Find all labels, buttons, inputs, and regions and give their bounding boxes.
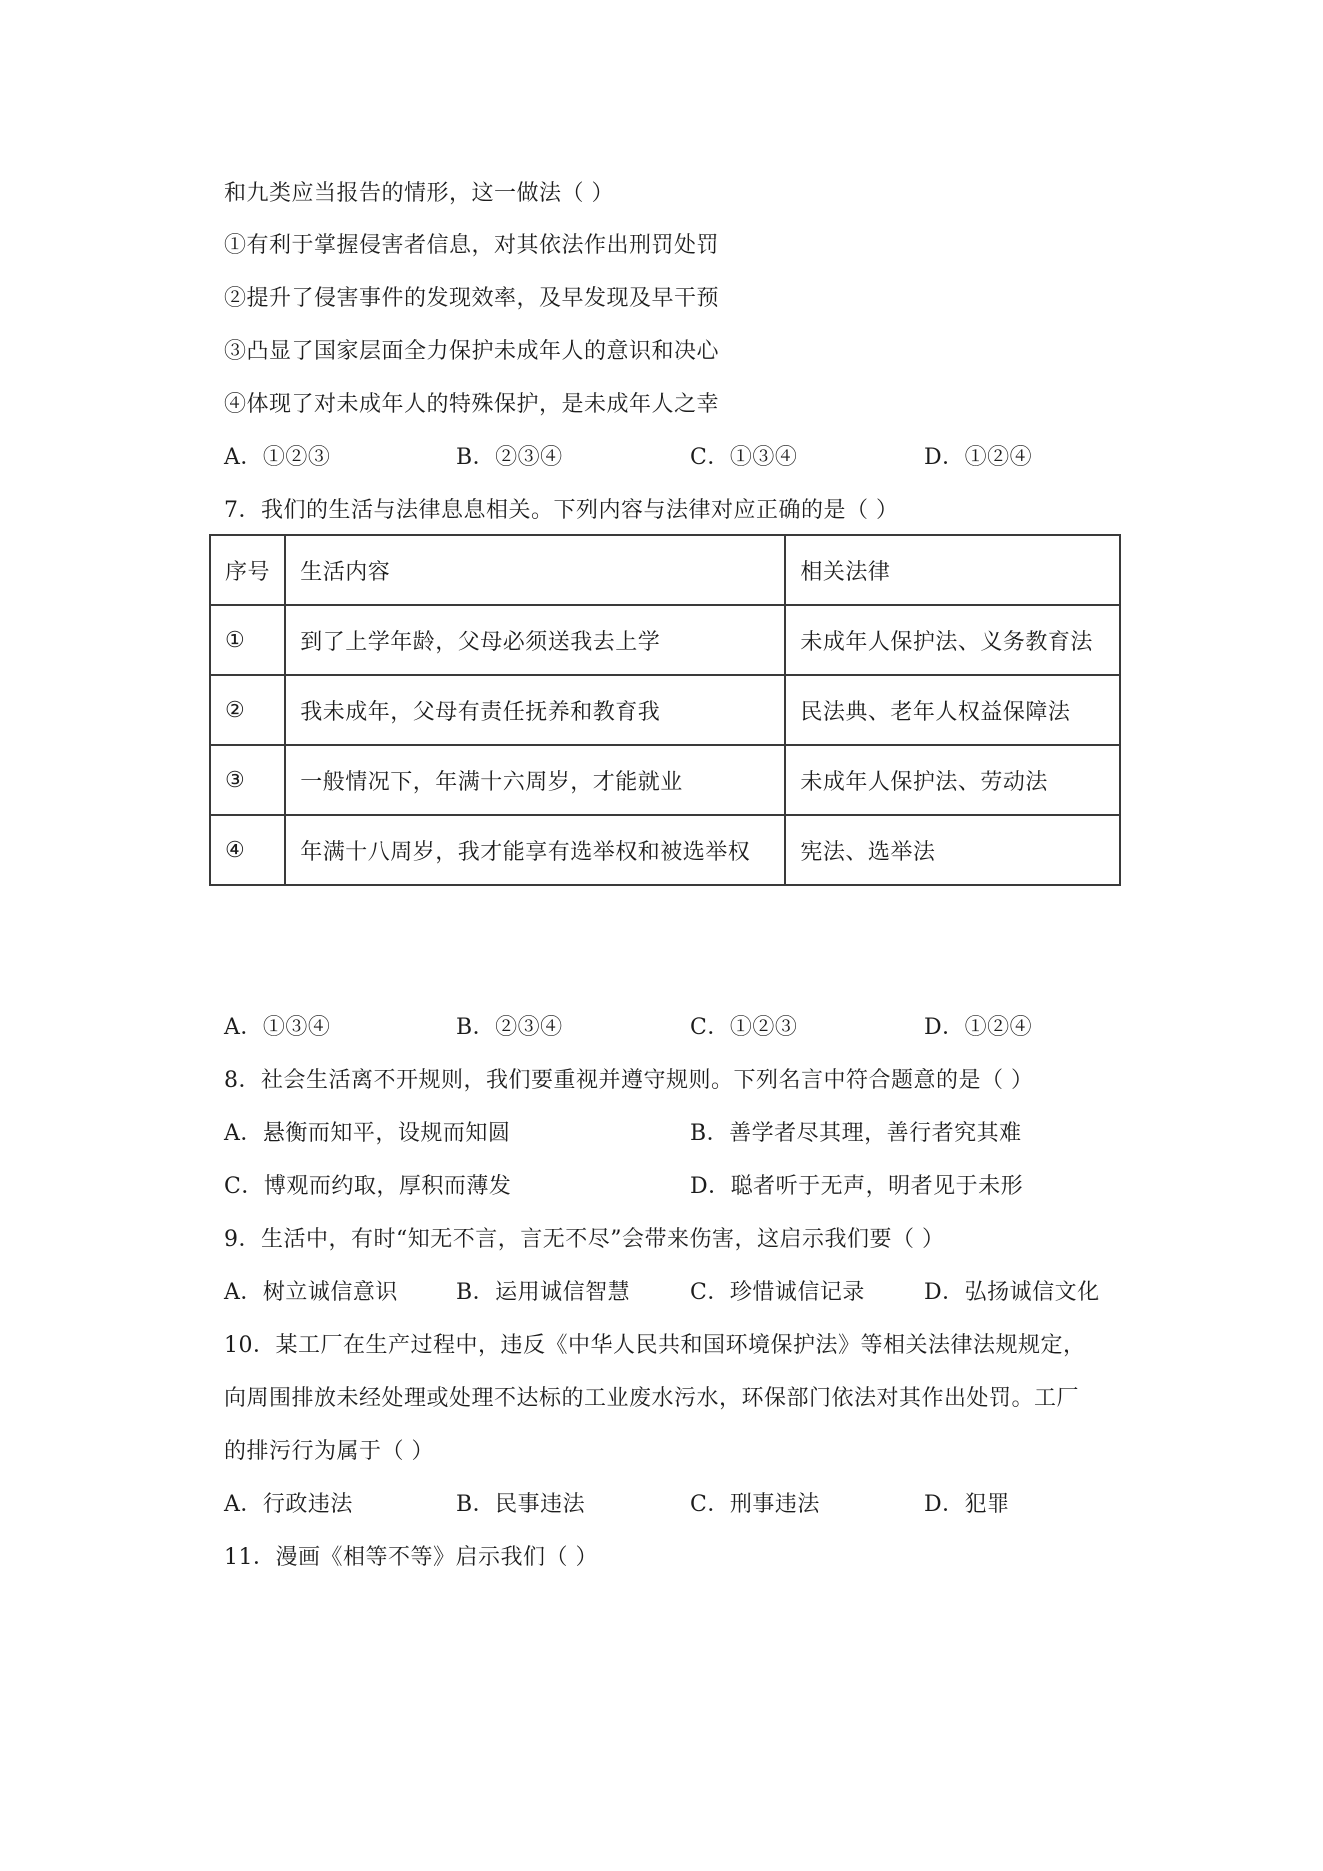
- q10-option-d: D．犯罪: [924, 1492, 1010, 1517]
- row-life-content: 我未成年，父母有责任抚养和教育我: [285, 675, 785, 745]
- q7-stem: 7．我们的生活与法律息息相关。下列内容与法律对应正确的是（ ）: [224, 498, 899, 523]
- q6-option-c: C．①③④: [690, 445, 798, 470]
- q6-stem-tail: 和九类应当报告的情形，这一做法（ ）: [224, 181, 614, 206]
- row-related-law: 未成年人保护法、义务教育法: [785, 605, 1120, 675]
- q9-option-a: A．树立诚信意识: [224, 1280, 398, 1305]
- row-life-content: 一般情况下，年满十六周岁，才能就业: [285, 745, 785, 815]
- q9-option-d: D．弘扬诚信文化: [924, 1280, 1100, 1305]
- row-index: ①: [210, 605, 285, 675]
- q9-stem: 9．生活中，有时“知无不言，言无不尽”会带来伤害，这启示我们要（ ）: [224, 1227, 945, 1252]
- header-related-law: 相关法律: [785, 535, 1120, 605]
- table-header-row: [210, 535, 1120, 605]
- q8-option-c: C．博观而约取，厚积而薄发: [224, 1174, 512, 1199]
- q8-stem: 8．社会生活离不开规则，我们要重视并遵守规则。下列名言中符合题意的是（ ）: [224, 1068, 1034, 1093]
- q6-statement-4: ④体现了对未成年人的特殊保护，是未成年人之幸: [224, 392, 720, 417]
- q11-stem: 11．漫画《相等不等》启示我们（ ）: [224, 1545, 598, 1570]
- q6-statement-3: ③凸显了国家层面全力保护未成年人的意识和决心: [224, 339, 720, 364]
- row-related-law: 宪法、选举法: [785, 815, 1120, 885]
- q6-option-d: D．①②④: [924, 445, 1033, 470]
- q6-option-a: A．①②③: [224, 445, 331, 470]
- q7-option-c: C．①②③: [690, 1015, 798, 1040]
- table-row: [210, 745, 1120, 815]
- q8-option-d: D．聪者听于无声，明者见于未形: [690, 1174, 1024, 1199]
- q6-statement-1: ①有利于掌握侵害者信息，对其依法作出刑罚处罚: [224, 233, 720, 258]
- q6-option-b: B．②③④: [456, 445, 563, 470]
- table-row: [210, 605, 1120, 675]
- table-row: [210, 675, 1120, 745]
- q10-stem-line-3: 的排污行为属于（ ）: [224, 1439, 434, 1464]
- q9-option-c: C．珍惜诚信记录: [690, 1280, 865, 1305]
- row-index: ③: [210, 745, 285, 815]
- q7-option-d: D．①②④: [924, 1015, 1033, 1040]
- table-row: [210, 815, 1120, 885]
- q7-option-b: B．②③④: [456, 1015, 563, 1040]
- q7-option-a: A．①③④: [224, 1015, 331, 1040]
- row-index: ②: [210, 675, 285, 745]
- q10-option-c: C．刑事违法: [690, 1492, 820, 1517]
- row-life-content: 年满十八周岁，我才能享有选举权和被选举权: [285, 815, 785, 885]
- q10-option-a: A．行政违法: [224, 1492, 353, 1517]
- row-index: ④: [210, 815, 285, 885]
- q10-option-b: B．民事违法: [456, 1492, 586, 1517]
- row-life-content: 到了上学年龄，父母必须送我去上学: [285, 605, 785, 675]
- q10-stem-line-1: 10．某工厂在生产过程中，违反《中华人民共和国环境保护法》等相关法律法规规定，: [224, 1333, 1086, 1358]
- q8-option-b: B．善学者尽其理，善行者究其难: [690, 1121, 1022, 1146]
- q10-stem-line-2: 向周围排放未经处理或处理不达标的工业废水污水，环保部门依法对其作出处罚。工厂: [224, 1386, 1080, 1411]
- row-related-law: 未成年人保护法、劳动法: [785, 745, 1120, 815]
- q8-option-a: A．悬衡而知平，设规而知圆: [224, 1121, 511, 1146]
- header-index: 序号: [210, 535, 285, 605]
- q6-statement-2: ②提升了侵害事件的发现效率，及早发现及早干预: [224, 286, 720, 311]
- q9-option-b: B．运用诚信智慧: [456, 1280, 631, 1305]
- row-related-law: 民法典、老年人权益保障法: [785, 675, 1120, 745]
- q7-law-table: [209, 534, 1121, 886]
- header-life-content: 生活内容: [285, 535, 785, 605]
